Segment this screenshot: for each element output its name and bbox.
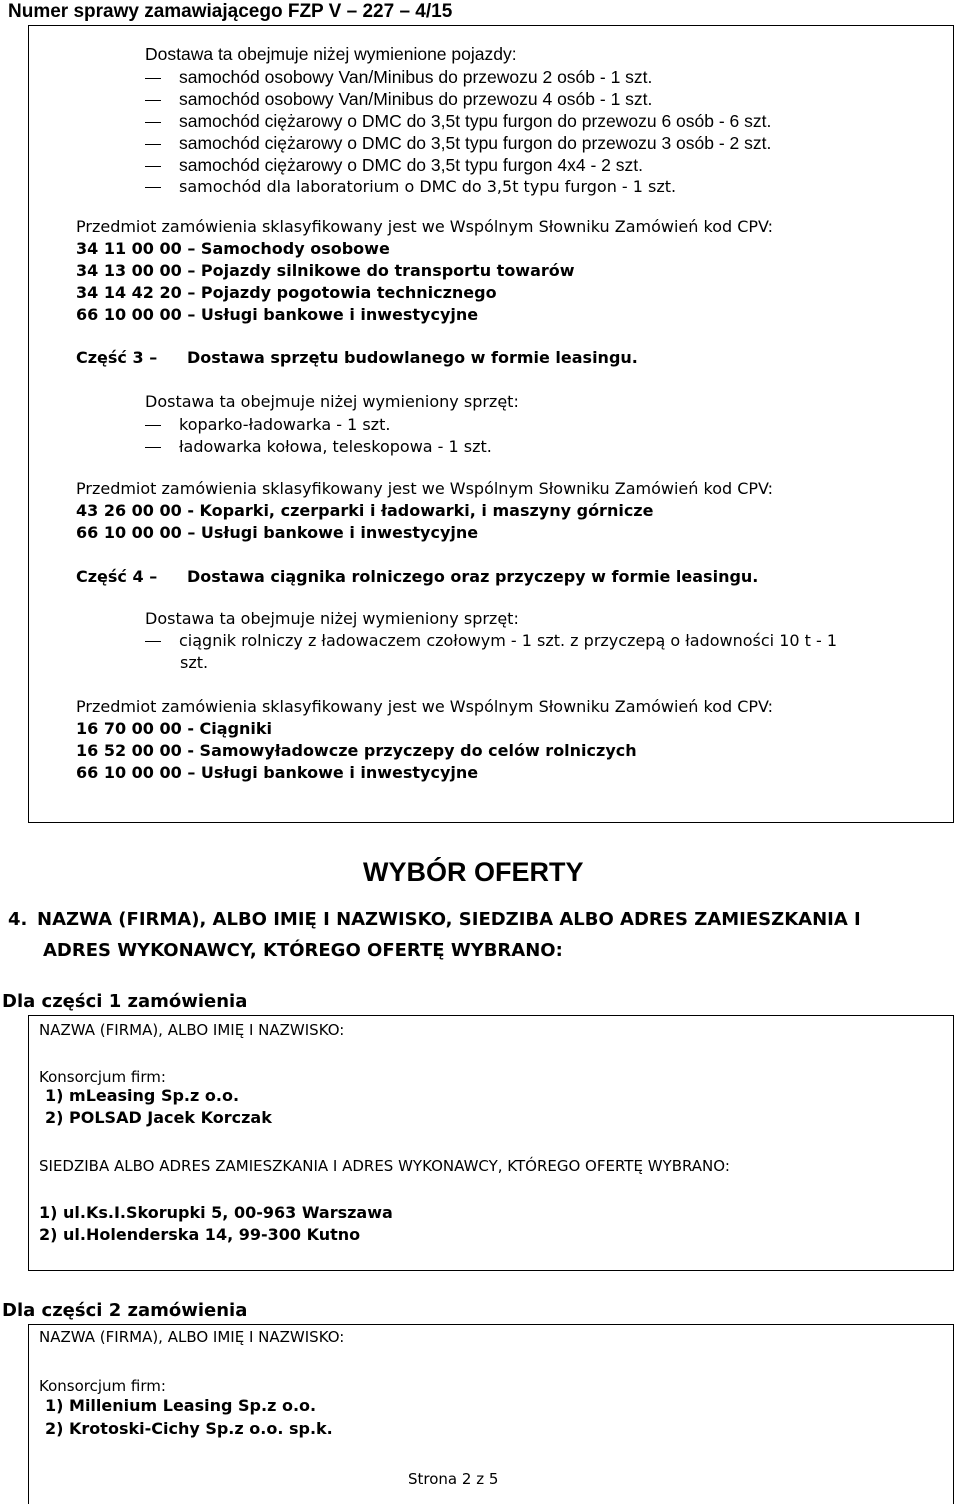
cpv-code: 66 10 00 00 – Usługi bankowe i inwestycyjne (76, 763, 479, 782)
part4-intro: Dostawa ta obejmuje niżej wymieniony sprzęt: (145, 609, 519, 628)
section4-heading-line2: ADRES WYKONAWCY, KTÓREGO OFERTĘ WYBRANO: (43, 940, 563, 961)
consortium-label: Konsorcjum firm: (39, 1377, 166, 1395)
dash-icon (145, 78, 161, 79)
cpv-code: 16 70 00 00 - Ciągniki (76, 719, 273, 738)
list-item: samochód ciężarowy o DMC do 3,5t typu furgon 4x4 - 2 szt. (145, 154, 643, 176)
part3-title: Dostawa sprzętu budowlanego w formie leasingu. (187, 348, 638, 367)
dash-icon (145, 641, 161, 642)
list-item: koparko-ładowarka - 1 szt. (145, 414, 390, 436)
document-header: Numer sprawy zamawiającego FZP V – 227 – 4/15 (8, 1, 453, 22)
cpv-code: 34 14 42 20 – Pojazdy pogotowia technicznego (76, 283, 497, 302)
part4-title: Dostawa ciągnika rolniczego oraz przyczepy w formie leasingu. (187, 567, 759, 586)
cpv-code: 43 26 00 00 - Koparki, czerparki i ładowarki, i maszyny górnicze (76, 501, 654, 520)
cpv-code: 66 10 00 00 – Usługi bankowe i inwestycyjne (76, 523, 479, 542)
dash-icon (145, 425, 161, 426)
part1-award-heading: Dla części 1 zamówienia (2, 991, 248, 1012)
firm-entry: 2) Krotoski-Cichy Sp.z o.o. sp.k. (45, 1419, 333, 1438)
list-item: samochód ciężarowy o DMC do 3,5t typu furgon do przewozu 6 osób - 6 szt. (145, 110, 771, 132)
dash-icon (145, 100, 161, 101)
cpv-code: 66 10 00 00 – Usługi bankowe i inwestycyjne (76, 305, 479, 324)
cpv-code: 34 13 00 00 – Pojazdy silnikowe do transportu towarów (76, 261, 575, 280)
part2-award-heading: Dla części 2 zamówienia (2, 1300, 248, 1321)
cpv-code: 34 11 00 00 – Samochody osobowe (76, 239, 390, 258)
section-title: WYBÓR OFERTY (363, 857, 584, 887)
firm-entry: 1) mLeasing Sp.z o.o. (45, 1086, 240, 1105)
firm-entry: 2) POLSAD Jacek Korczak (45, 1108, 272, 1127)
list-item: ładowarka kołowa, teleskopowa - 1 szt. (145, 436, 492, 458)
part4-label: Część 4 – (76, 567, 158, 586)
cpv-intro: Przedmiot zamówienia sklasyfikowany jest we Wspólnym Słowniku Zamówień kod CPV: (76, 217, 774, 236)
part3-label: Część 3 – (76, 348, 158, 367)
list-item: ciągnik rolniczy z ładowaczem czołowym - 1 szt. z przyczepą o ładowności 10 t - 1 (145, 630, 837, 652)
dash-icon (145, 447, 161, 448)
cpv-intro: Przedmiot zamówienia sklasyfikowany jest we Wspólnym Słowniku Zamówień kod CPV: (76, 697, 774, 716)
name-label: NAZWA (FIRMA), ALBO IMIĘ I NAZWISKO: (39, 1021, 345, 1039)
page-number: Strona 2 z 5 (408, 1470, 499, 1488)
part2-intro: Dostawa ta obejmuje niżej wymienione pojazdy: (145, 44, 517, 64)
name-label: NAZWA (FIRMA), ALBO IMIĘ I NAZWISKO: (39, 1328, 345, 1346)
list-item: samochód ciężarowy o DMC do 3,5t typu furgon do przewozu 3 osób - 2 szt. (145, 132, 771, 154)
cpv-code: 16 52 00 00 - Samowyładowcze przyczepy do celów rolniczych (76, 741, 637, 760)
dash-icon (145, 166, 161, 167)
address-entry: 1) ul.Ks.I.Skorupki 5, 00-963 Warszawa (39, 1203, 393, 1222)
cpv-intro: Przedmiot zamówienia sklasyfikowany jest we Wspólnym Słowniku Zamówień kod CPV: (76, 479, 774, 498)
dash-icon (145, 144, 161, 145)
dash-icon (145, 122, 161, 123)
list-item: samochód osobowy Van/Minibus do przewozu 2 osób - 1 szt. (145, 66, 652, 88)
list-item: samochód dla laboratorium o DMC do 3,5t typu furgon - 1 szt. (145, 176, 676, 198)
section4-heading-line1: NAZWA (FIRMA), ALBO IMIĘ I NAZWISKO, SIEDZIBA ALBO ADRES ZAMIESZKANIA I (37, 909, 861, 930)
dash-icon (145, 187, 161, 188)
part3-intro: Dostawa ta obejmuje niżej wymieniony sprzęt: (145, 392, 519, 411)
address-label: SIEDZIBA ALBO ADRES ZAMIESZKANIA I ADRES WYKONAWCY, KTÓREGO OFERTĘ WYBRANO: (39, 1157, 730, 1175)
consortium-label: Konsorcjum firm: (39, 1068, 166, 1086)
address-entry: 2) ul.Holenderska 14, 99-300 Kutno (39, 1225, 361, 1244)
firm-entry: 1) Millenium Leasing Sp.z o.o. (45, 1396, 317, 1415)
list-item: samochód osobowy Van/Minibus do przewozu 4 osób - 1 szt. (145, 88, 652, 110)
section4-number: 4. (8, 909, 28, 930)
list-item-continuation: szt. (180, 653, 209, 672)
